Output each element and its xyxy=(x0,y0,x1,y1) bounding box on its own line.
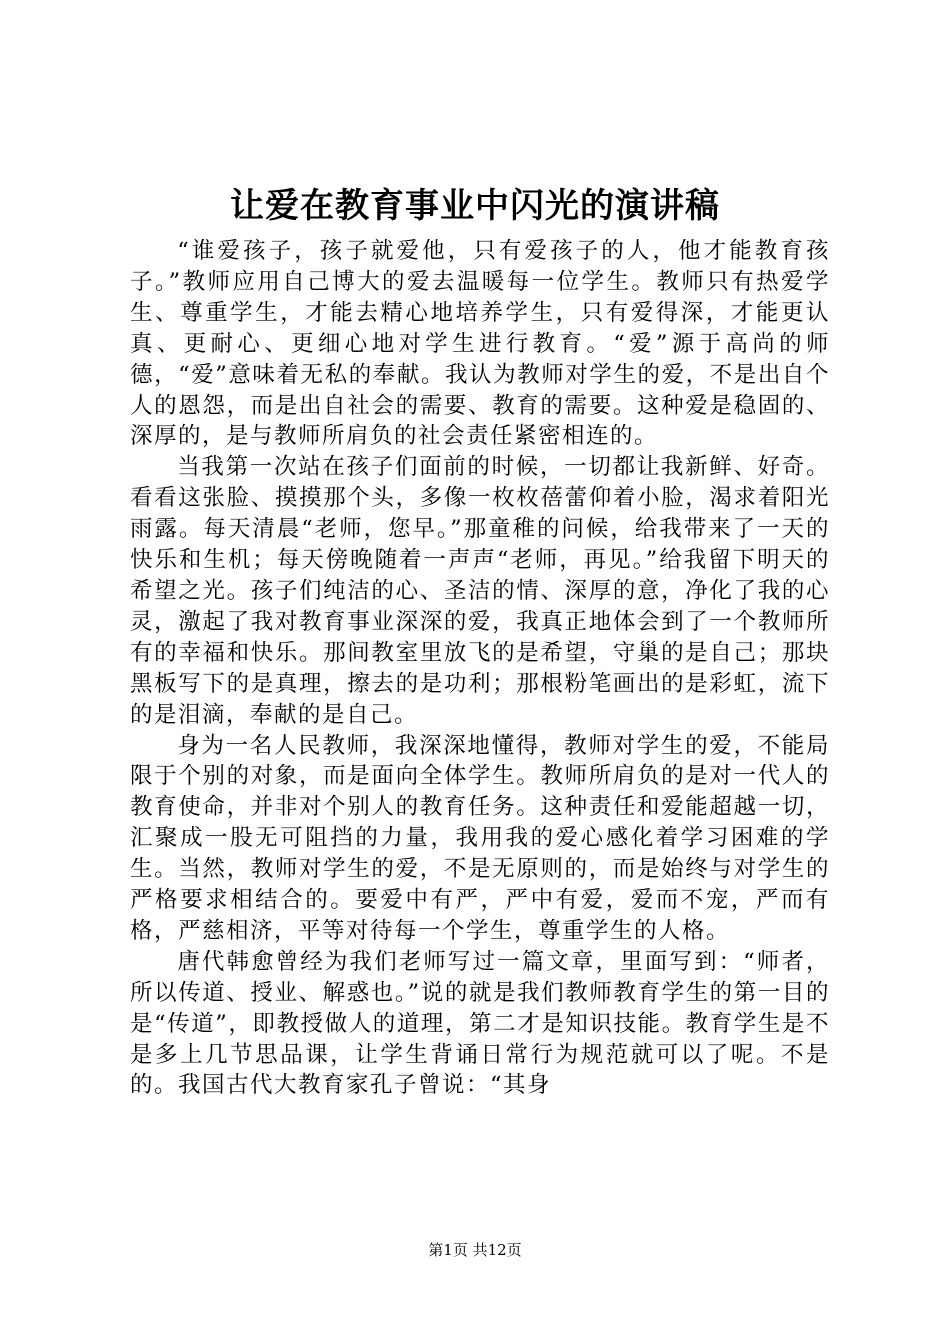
paragraph: 当我第一次站在孩子们面前的时候，一切都让我新鲜、好奇。看看这张脸、摸摸那个头，多像一枚枚蓓蕾仰着小脸，渴求着阳光雨露。每天清晨“老师，您早。”那童稚的问候，给我带来了一天的快乐和生机；每天傍晚随着一声声“老师，再见。”给我留下明天的希望之光。孩子们纯洁的心、圣洁的情、深厚的意，净化了我的心灵，激起了我对教育事业深深的爱，我真正地体会到了一个教师所有的幸福和快乐。那间教室里放飞的是希望，守巢的是自己；那块黑板写下的是真理，擦去的是功利；那根粉笔画出的是彩虹，流下的是泪滴，奉献的是自己。 xyxy=(130,454,830,728)
paragraph: “谁爱孩子，孩子就爱他，只有爱孩子的人，他才能教育孩子。”教师应用自己博大的爱去温暖每一位学生。教师只有热爱学生、尊重学生，才能去精心地培养学生，只有爱得深，才能更认真、更耐心、更细心地对学生进行教育。“爱”源于高尚的师德，“爱”意味着无私的奉献。我认为教师对学生的爱，不是出自个人的恩怨，而是出自社会的需要、教育的需要。这种爱是稳固的、深厚的，是与教师所肩负的社会责任紧密相连的。 xyxy=(130,238,830,450)
paragraph: 唐代韩愈曾经为我们老师写过一篇文章，里面写到：“师者，所以传道、授业、解惑也。”说的就是我们教师教育学生的第一目的是“传道”，即教授做人的道理，第二才是知识技能。教育学生是不是多上几节思品课，让学生背诵日常行为规范就可以了呢。不是的。我国古代大教育家孔子曾说：“其身 xyxy=(130,948,830,1099)
document-body xyxy=(130,236,830,1101)
document-title: 让爱在教育事业中闪光的演讲稿 xyxy=(230,186,720,226)
paragraph: 身为一名人民教师，我深深地懂得，教师对学生的爱，不能局限于个别的对象，而是面向全体学生。教师所肩负的是对一代人的教育使命，并非对个别人的教育任务。这种责任和爱能超越一切，汇聚成一股无可阻挡的力量，我用我的爱心感化着学习困难的学生。当然，教师对学生的爱，不是无原则的，而是始终与对学生的严格要求相结合的。要爱中有严，严中有爱，爱而不宠，严而有格，严慈相济，平等对待每一个学生，尊重学生的人格。 xyxy=(130,732,830,944)
page-number-footer: 第1页 共12页 xyxy=(428,1241,522,1259)
